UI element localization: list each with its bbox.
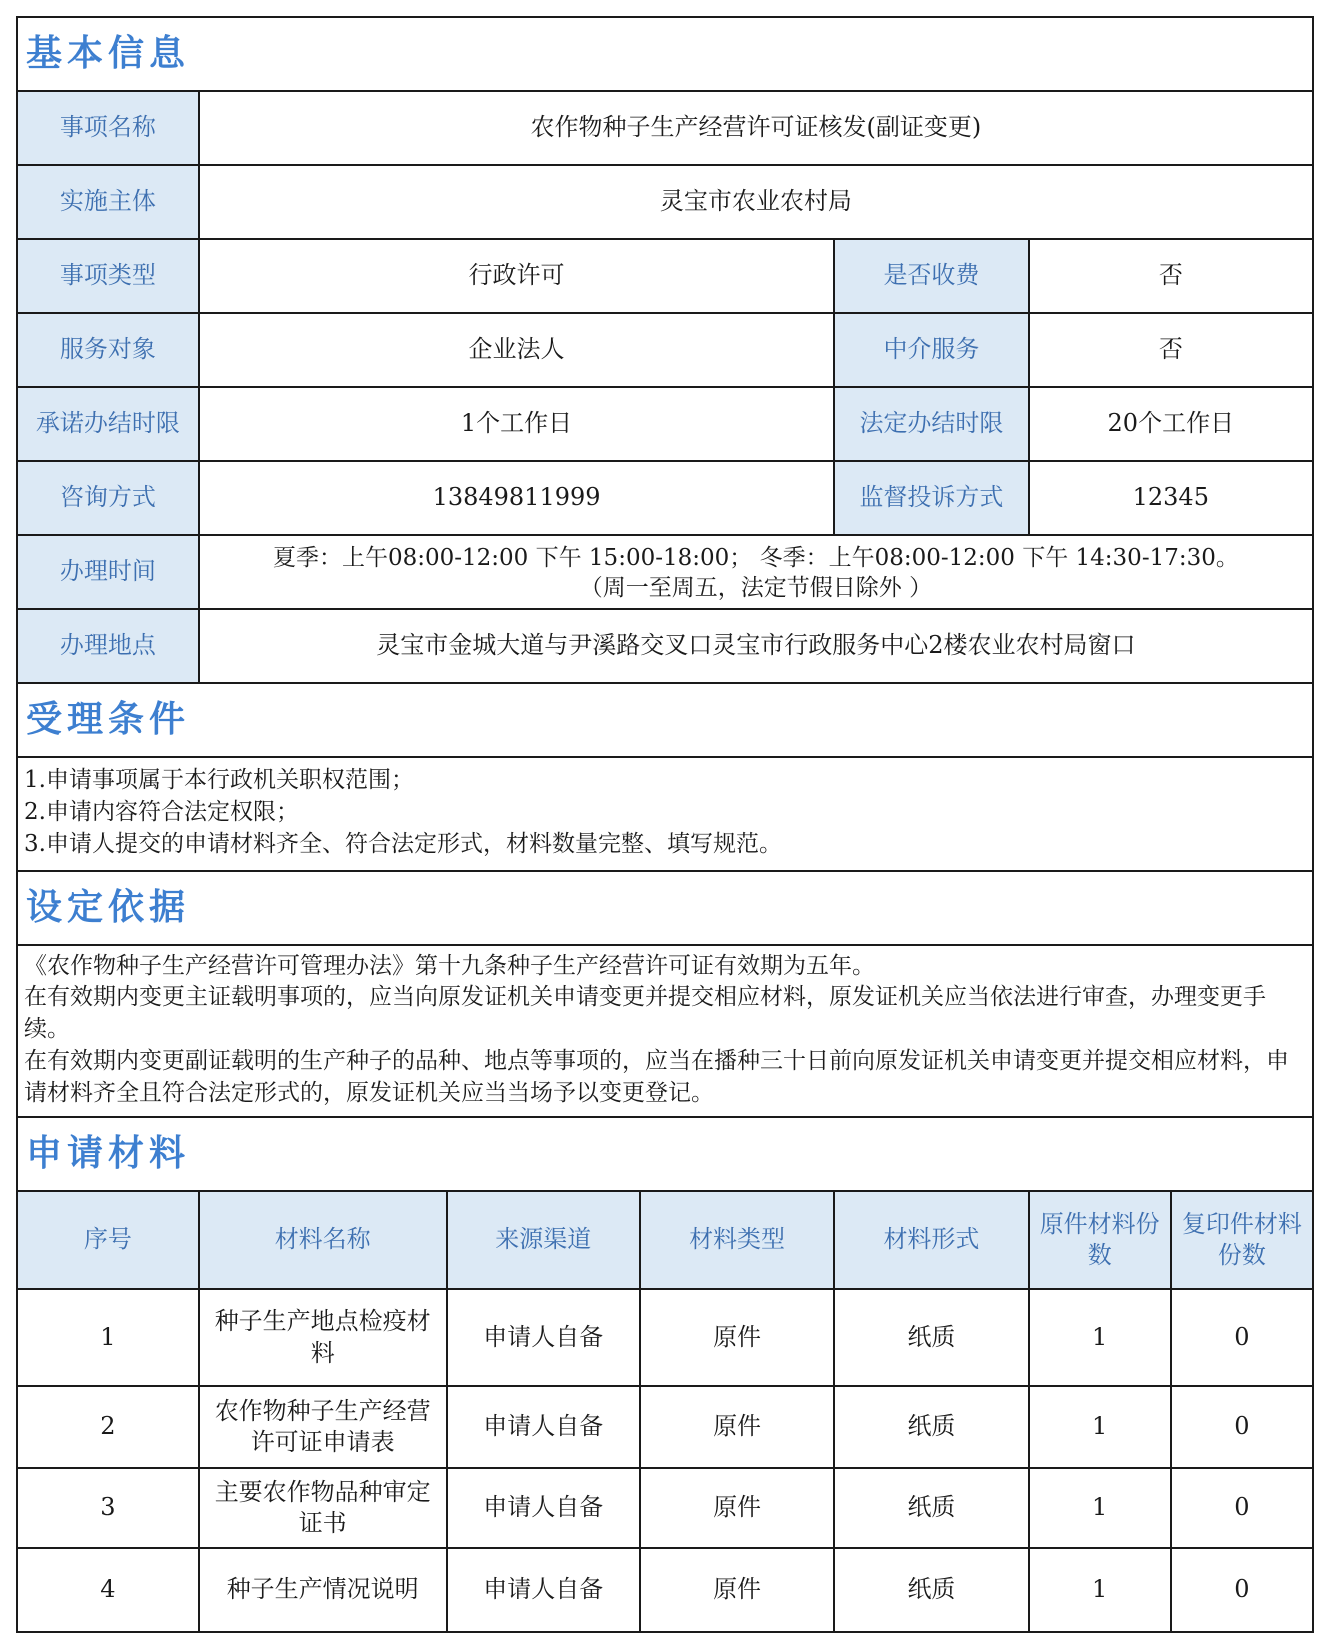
fee-label: 是否收费 [834,239,1028,313]
service-info-sheet [16,16,1314,1633]
material-copy-count: 0 [1171,1386,1313,1468]
material-type: 原件 [640,1548,834,1632]
materials-header-index: 序号 [17,1191,199,1289]
fee-value: 否 [1029,239,1313,313]
material-source: 申请人自备 [447,1289,640,1386]
complaint-label: 监督投诉方式 [834,461,1028,535]
service-target-label: 服务对象 [17,313,199,387]
materials-header-form: 材料形式 [834,1191,1028,1289]
condition-item: 1.申请事项属于本行政机关职权范围； [24,767,414,794]
service-info-table [16,16,1314,1633]
table-row [17,1386,1313,1468]
material-original-count: 1 [1029,1548,1171,1632]
table-row [17,1289,1313,1386]
material-name: 农作物种子生产经营许可证申请表 [199,1386,447,1468]
material-copy-count: 0 [1171,1289,1313,1386]
promise-time-label: 承诺办结时限 [17,387,199,461]
service-target-value: 企业法人 [199,313,834,387]
material-index: 1 [17,1289,199,1386]
condition-item: 2.申请内容符合法定权限； [24,799,299,826]
item-name-value: 农作物种子生产经营许可证核发(副证变更) [199,91,1313,165]
material-form: 纸质 [834,1386,1028,1468]
item-type-label: 事项类型 [17,239,199,313]
materials-header-name: 材料名称 [199,1191,447,1289]
material-original-count: 1 [1029,1468,1171,1548]
material-form: 纸质 [834,1548,1028,1632]
material-source: 申请人自备 [447,1548,640,1632]
material-name: 主要农作物品种审定证书 [199,1468,447,1548]
item-type-value: 行政许可 [199,239,834,313]
material-copy-count: 0 [1171,1548,1313,1632]
basis-text [17,945,1313,1117]
conditions-text [17,757,1313,871]
authority-label: 实施主体 [17,165,199,239]
promise-time-value: 1个工作日 [199,387,834,461]
office-address-label: 办理地点 [17,609,199,683]
office-address-value: 灵宝市金城大道与尹溪路交叉口灵宝市行政服务中心2楼农业农村局窗口 [199,609,1313,683]
material-index: 3 [17,1468,199,1548]
section-title-conditions: 受理条件 [17,683,1313,757]
material-name: 种子生产情况说明 [199,1548,447,1632]
condition-item: 3.申请人提交的申请材料齐全、符合法定形式，材料数量完整、填写规范。 [24,830,782,857]
material-index: 2 [17,1386,199,1468]
material-original-count: 1 [1029,1289,1171,1386]
material-form: 纸质 [834,1289,1028,1386]
section-title-materials: 申请材料 [17,1117,1313,1191]
agency-service-value: 否 [1029,313,1313,387]
materials-header-original-count: 原件材料份数 [1029,1191,1171,1289]
basis-paragraph: 在有效期内变更副证载明的生产种子的品种、地点等事项的，应当在播种三十日前向原发证机关申请变更并提交相应材料，申请材料齐全且符合法定形式的，原发证机关应当当场予以变更登记。 [24,1047,1289,1106]
office-hours-line-1: 夏季：上午08:00-12:00 下午 15:00-18:00； 冬季：上午08:00-12:00 下午 14:30-17:30。 [272,544,1239,571]
basis-paragraph: 在有效期内变更主证载明事项的，应当向原发证机关申请变更并提交相应材料，原发证机关应当依法进行审查，办理变更手续。 [24,984,1266,1043]
materials-header-source: 来源渠道 [447,1191,640,1289]
material-copy-count: 0 [1171,1468,1313,1548]
material-source: 申请人自备 [447,1468,640,1548]
materials-header-copy-count: 复印件材料份数 [1171,1191,1313,1289]
office-hours-line-2: （周一至周五，法定节假日除外 ） [579,575,933,601]
authority-value: 灵宝市农业农村局 [199,165,1313,239]
consult-value: 13849811999 [199,461,834,535]
section-title-basis: 设定依据 [17,871,1313,945]
consult-label: 咨询方式 [17,461,199,535]
legal-time-value: 20个工作日 [1029,387,1313,461]
materials-header-type: 材料类型 [640,1191,834,1289]
material-form: 纸质 [834,1468,1028,1548]
material-source: 申请人自备 [447,1386,640,1468]
basis-paragraph: 《农作物种子生产经营许可管理办法》第十九条种子生产经营许可证有效期为五年。 [24,952,875,979]
legal-time-label: 法定办结时限 [834,387,1028,461]
item-name-label: 事项名称 [17,91,199,165]
material-type: 原件 [640,1468,834,1548]
office-hours-label: 办理时间 [17,535,199,609]
office-hours-value [199,535,1313,609]
material-original-count: 1 [1029,1386,1171,1468]
material-index: 4 [17,1548,199,1632]
table-row [17,1468,1313,1548]
section-title-basic-info: 基本信息 [17,17,1313,91]
complaint-value: 12345 [1029,461,1313,535]
material-type: 原件 [640,1289,834,1386]
material-type: 原件 [640,1386,834,1468]
material-name: 种子生产地点检疫材料 [199,1289,447,1386]
agency-service-label: 中介服务 [834,313,1028,387]
table-row [17,1548,1313,1632]
